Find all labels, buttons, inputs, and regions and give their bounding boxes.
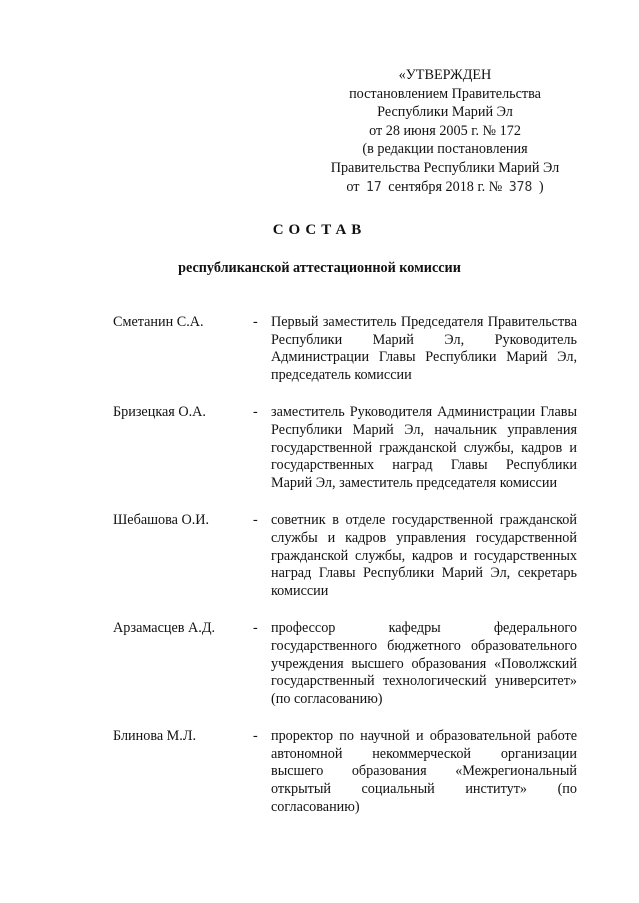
list-item (113, 314, 577, 384)
approval-stamp (300, 66, 590, 197)
approval-day: 17 (366, 179, 382, 195)
approval-heading: «УТВЕРЖДЕН (398, 67, 492, 83)
list-item (113, 728, 577, 816)
member-dash: - (253, 728, 258, 745)
approval-revision-note: (в редакции постановления (362, 141, 528, 158)
member-name: Бризецкая О.А. (113, 404, 206, 421)
member-dash: - (253, 404, 258, 421)
member-dash: - (253, 620, 258, 637)
commission-members-list (113, 314, 577, 836)
approval-resolution: постановлением Правительства (349, 85, 541, 102)
member-role: Первый заместитель Председателя Правительства Республики Марий Эл, Руководитель Администрации Главы Республики Марий Эл, председатель комиссии (271, 314, 577, 383)
approval-date-suffix: ) (538, 178, 544, 195)
list-item (113, 620, 577, 708)
approval-republic: Республики Марий Эл (377, 104, 513, 121)
list-item (113, 404, 577, 492)
approval-government: Правительства Республики Марий Эл (330, 159, 560, 176)
member-name: Арзамасцев А.Д. (113, 620, 216, 637)
list-item (113, 512, 577, 600)
member-name: Сметанин С.А. (113, 314, 204, 330)
approval-original-date: от 28 июня 2005 г. № 172 (369, 122, 521, 139)
member-role: профессор кафедры федерального государственного бюджетного образовательного учреждения высшего образования «Поволжский государственный технологический университет» (по согласованию) (271, 620, 577, 707)
document-title: СОСТАВ (272, 222, 367, 238)
approval-date-middle: сентября 2018 г. № (388, 178, 503, 195)
approval-number: 378 (508, 179, 533, 195)
member-role: заместитель Руководителя Администрации Главы Республики Марий Эл, начальник управления государственной гражданской службы, кадров и государственных наград Главы Республики Марий Эл, заместитель председателя комиссии (271, 404, 577, 491)
approval-date-prefix: от (346, 178, 360, 195)
approval-revision-date (300, 178, 590, 198)
member-role: проректор по научной и образовательной работе автономной некоммерческой организации высшего образования «Межрегиональный открытый социальный институт» (по согласованию) (271, 728, 577, 815)
member-name: Блинова М.Л. (113, 728, 197, 745)
member-role: советник в отделе государственной гражданской службы и кадров управления государственной гражданской службы, кадров и государственных наград Главы Республики Марий Эл, секретарь комиссии (271, 512, 577, 599)
document-subtitle: республиканской аттестационной комиссии (178, 260, 461, 276)
member-dash: - (253, 512, 258, 529)
member-dash: - (253, 314, 258, 330)
member-name: Шебашова О.И. (113, 512, 210, 529)
